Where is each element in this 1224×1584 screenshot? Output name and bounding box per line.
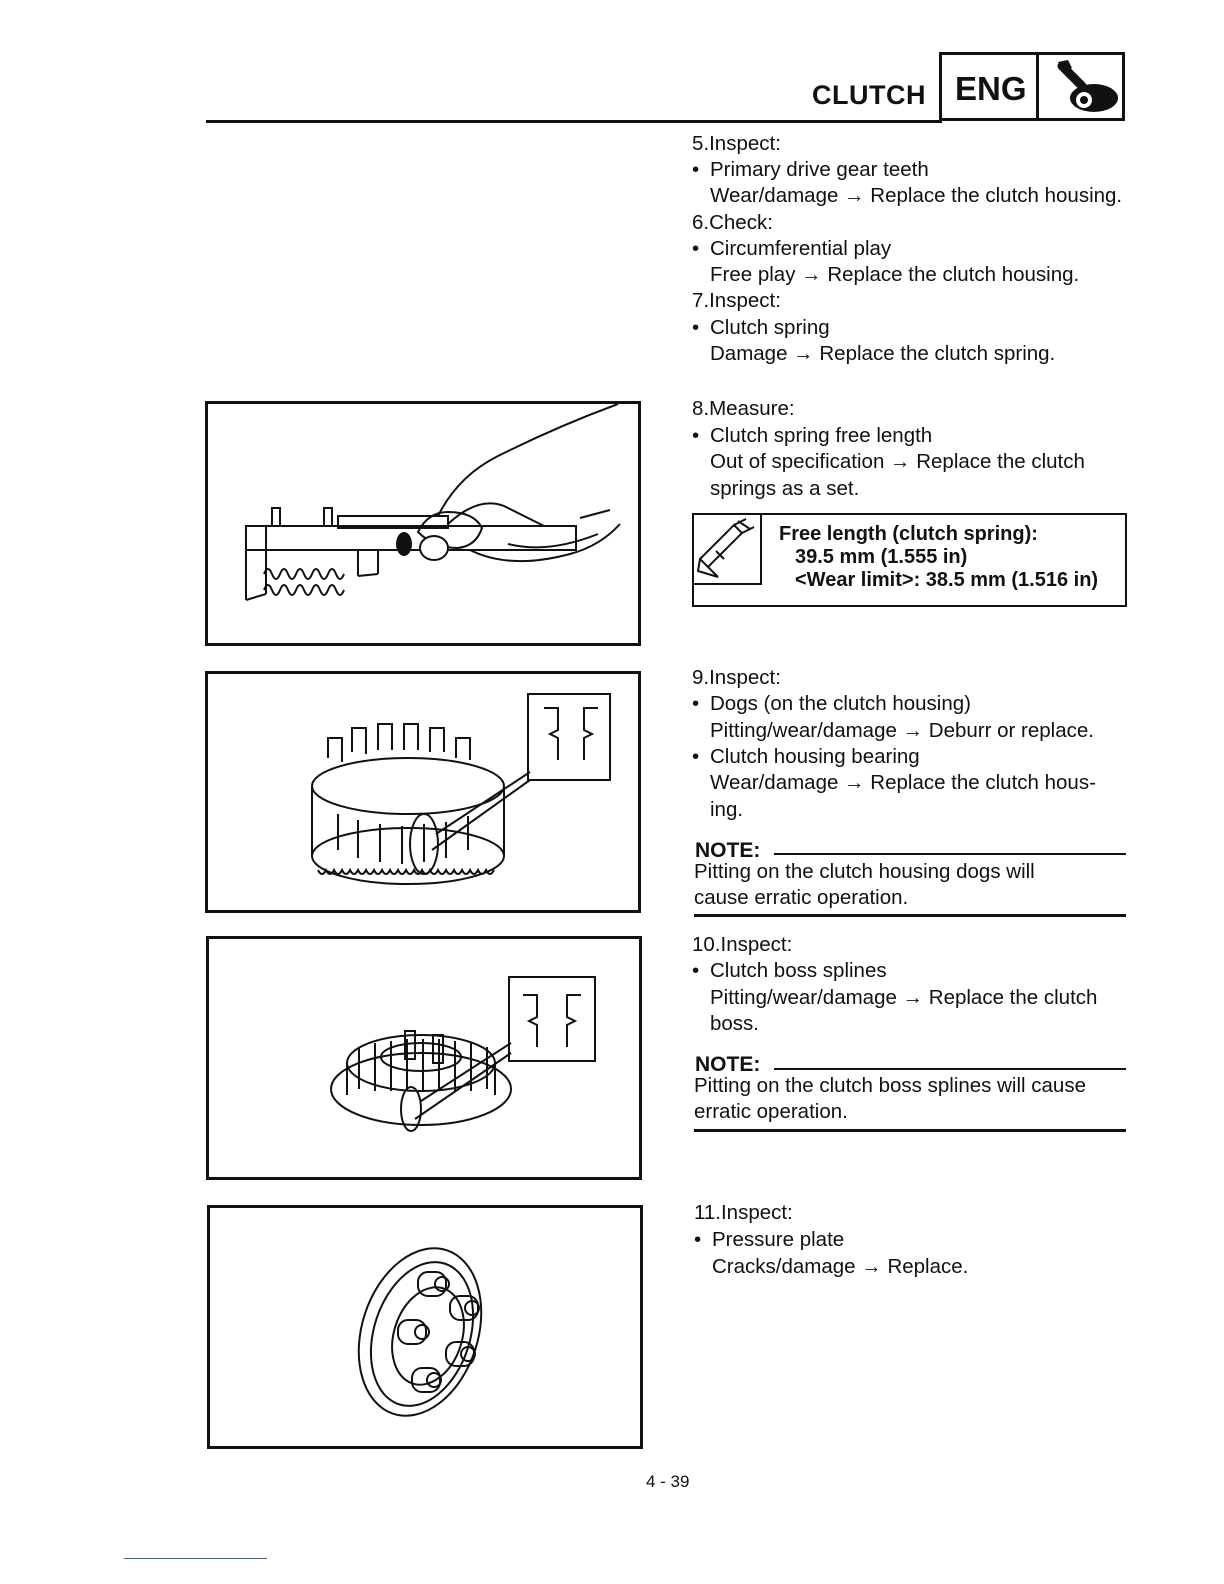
step-8-item: • Clutch spring free length [692, 423, 932, 449]
step-10-heading: 10.Inspect: [692, 933, 793, 956]
step-9-item-1: • Dogs (on the clutch housing) [692, 691, 971, 717]
engine-wrench-icon [1042, 56, 1122, 118]
step-9-detail-1: Pitting/wear/damage → Deburr or replace. [710, 719, 1094, 742]
step-5-heading: 5.Inspect: [692, 132, 781, 155]
note-2-text-1: Pitting on the clutch boss splines will cause [694, 1074, 1086, 1097]
section-tab-divider [1036, 52, 1039, 121]
step-7-item: • Clutch spring [692, 315, 830, 341]
step-11-item: • Pressure plate [694, 1227, 844, 1253]
note-1-text-2: cause erratic operation. [694, 886, 909, 909]
step-6-heading: 6.Check: [692, 211, 773, 234]
section-tab-label: ENG [955, 70, 1027, 107]
page-number: 4 - 39 [646, 1472, 690, 1491]
spec-title: Free length (clutch spring): [779, 523, 1038, 545]
step-10-detail-2: boss. [710, 1012, 759, 1035]
step-8-heading: 8.Measure: [692, 397, 795, 420]
step-5-detail: Wear/damage → Replace the clutch housing. [710, 184, 1123, 207]
spec-wear-limit: <Wear limit>: 38.5 mm (1.516 in) [795, 569, 1099, 591]
step-6-item: • Circumferential play [692, 236, 891, 262]
step-8-detail-1: Out of specification → Replace the clutch [710, 450, 1085, 473]
note-1-label: NOTE: [695, 839, 761, 862]
note-2-end-rule [694, 1129, 1126, 1132]
figure-pressure-plate [207, 1205, 643, 1449]
step-10-item: • Clutch boss splines [692, 958, 887, 984]
step-7-detail: Damage → Replace the clutch spring. [710, 342, 1056, 365]
note-1-text-1: Pitting on the clutch housing dogs will [694, 860, 1035, 883]
caliper-icon [694, 515, 762, 585]
spec-value: 39.5 mm (1.555 in) [795, 546, 968, 568]
step-9-detail-2b: ing. [710, 798, 744, 821]
step-8-detail-2: springs as a set. [710, 477, 860, 500]
step-9-detail-2a: Wear/damage → Replace the clutch hous- [710, 771, 1096, 794]
step-7-heading: 7.Inspect: [692, 289, 781, 312]
step-6-detail: Free play → Replace the clutch housing. [710, 263, 1080, 286]
note-1-end-rule [694, 914, 1126, 917]
step-9-heading: 9.Inspect: [692, 666, 781, 689]
note-2-text-2: erratic operation. [694, 1100, 848, 1123]
step-10-detail-1: Pitting/wear/damage → Replace the clutch [710, 986, 1098, 1009]
note-2-label: NOTE: [695, 1053, 761, 1076]
step-9-item-2: • Clutch housing bearing [692, 744, 920, 770]
step-5-item: • Primary drive gear teeth [692, 157, 929, 183]
note-1-rule [774, 853, 1126, 855]
step-11-detail: Cracks/damage → Replace. [712, 1255, 969, 1278]
footer-link-rule [124, 1558, 267, 1559]
figure-clutch-housing [205, 671, 641, 913]
step-11-heading: 11.Inspect: [694, 1201, 793, 1224]
section-title: CLUTCH [812, 80, 926, 110]
note-2-rule [774, 1068, 1126, 1070]
figure-spring-measurement [205, 401, 641, 646]
figure-clutch-boss [206, 936, 642, 1180]
header-rule [206, 120, 942, 123]
